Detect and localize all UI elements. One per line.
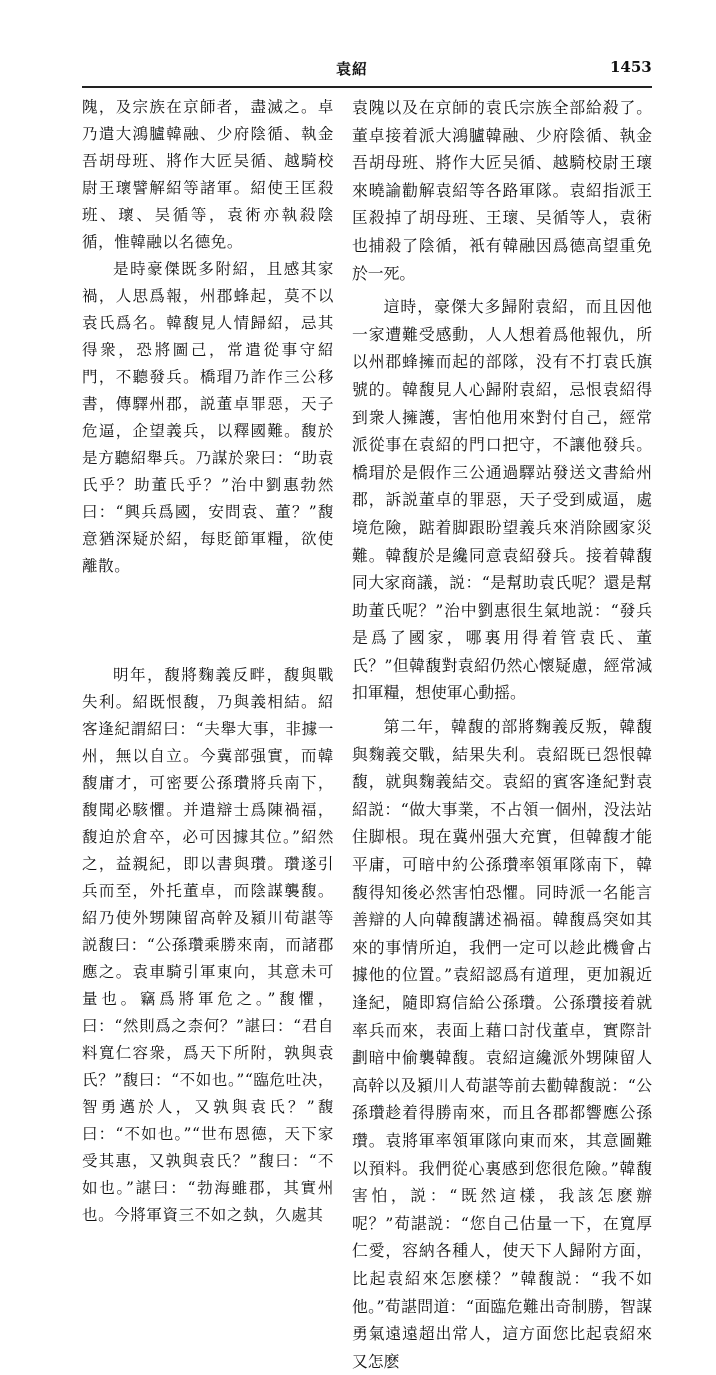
paragraph-gap (82, 580, 334, 662)
translation-paragraph-2: 這時，豪傑大多歸附袁紹，而且因他一家遭難受感動，人人想着爲他報仇，所以州郡蜂擁而起的部隊，没有不打袁氏旗號的。韓馥見人心歸附袁紹，忌恨袁紹得到衆人擁護，害怕他用來對付自己，經常派從事在袁紹的門口把守，不讓他發兵。橋瑁於是假作三公通過驛站發送文書給州郡，訴説董卓的罪惡，天子受到威逼，處境危險，踮着脚跟盼望義兵來消除國家災難。韓馥於是纔同意袁紹發兵。接着韓馥同大家商議，説：“是幫助袁氏呢？還是幫助董氏呢？”治中劉惠很生氣地説：“發兵是爲了國家，哪裏用得着管袁氏、董氏？”但韓馥對袁紹仍然心懷疑慮，經常減扣軍糧，想使軍心動摇。 (352, 297, 652, 703)
translation-column (352, 94, 652, 1375)
classical-paragraph-1: 隗，及宗族在京師者，盡滅之。卓乃遣大鴻臚韓融、少府陰循、執金吾胡母班、將作大匠吴循、越騎校尉王瓌譬解紹等諸軍。紹使王匡殺班、瓌、吴循等，袁術亦執殺陰循，惟韓融以名德免。 (82, 98, 334, 251)
page-number: 1453 (610, 58, 652, 76)
translation-paragraph-1: 袁隗以及在京師的袁氏宗族全部給殺了。董卓接着派大鴻臚韓融、少府陰循、執金吾胡母班、將作大匠吴循、越騎校尉王瓌來曉諭勸解袁紹等各路軍隊。袁紹指派王匡殺掉了胡母班、王瓌、吴循等人，袁術也捕殺了陰循，衹有韓融因爲德高望重免於一死。 (352, 98, 652, 283)
classical-paragraph-2: 是時豪傑既多附紹，且感其家禍，人思爲報，州郡蜂起，莫不以袁氏爲名。韓馥見人情歸紹，忌其得衆，恐將圖己，常遣從事守紹門，不聽發兵。橋瑁乃詐作三公移書，傳驛州郡，説董卓罪惡，天子危逼，企望義兵，以釋國難。馥於是方聽紹舉兵。乃謀於衆曰：“助袁氏乎？助董氏乎？”治中劉惠勃然曰：“興兵爲國，安問袁、董？”馥意猶深疑於紹，每貶節軍糧，欲使離散。 (82, 260, 334, 575)
translation-paragraph-3: 第二年，韓馥的部將麴義反叛，韓馥與麴義交戰，結果失利。袁紹既已怨恨韓馥，就與麴義結交。袁紹的賓客逢紀對袁紹説：“做大事業，不占領一個州，没法站住脚根。現在冀州强大充實，但韓馥才能平庸，可暗中約公孫瓚率領軍隊南下，韓馥得知後必然害怕恐懼。同時派一名能言善辯的人向韓馥講述禍福。韓馥爲突如其來的事情所迫，我們一定可以趁此機會占據他的位置。”袁紹認爲有道理，更加親近逢紀，隨即寫信給公孫瓚。公孫瓚接着就率兵而來，表面上藉口討伐董卓，實際計劃暗中偷襲韓馥。袁紹這纔派外甥陳留人高幹以及潁川人荀諶等前去勸韓馥説：“公孫瓚趁着得勝南來，而且各郡都響應公孫瓚。袁將軍率領軍隊向東而來，其意圖難以預料。我們從心裏感到您很危險。”韓馥害怕，説：“既然這樣，我該怎麽辦呢？”荀諶説：“您自己估量一下，在寬厚仁愛，容納各種人，使天下人歸附方面，比起袁紹來怎麽樣？”韓馥説：“我不如他。”荀諶問道：“面臨危難出奇制勝，智謀勇氣遠遠超出常人，這方面您比起袁紹來又怎麽 (352, 717, 652, 1371)
running-title: 袁紹 (336, 60, 369, 78)
classical-paragraph-3: 明年，馥將麴義反畔，馥與戰失利。紹既恨馥，乃與義相結。紹客逢紀謂紹曰：“夫舉大事，非據一州，無以自立。今冀部强實，而韓馥庸才，可密要公孫瓚將兵南下，馥聞必駭懼。并遣辯士爲陳禍福，馥迫於倉卒，必可因據其位。”紹然之，益親紀，即以書與瓚。瓚遂引兵而至，外托董卓，而陰謀襲馥。紹乃使外甥陳留高幹及潁川荀諶等説馥曰：“公孫瓚乘勝來南，而諸郡應之。袁車騎引軍東向，其意未可量也。竊爲將軍危之。”馥懼，曰：“然則爲之柰何？”諶曰：“君自料寬仁容衆，爲天下所附，孰與袁氏？”馥曰：“不如也。”“臨危吐决，智勇邁於人，又孰與袁氏？”馥曰：“不如也。”“世布恩德，天下家受其惠，又孰與袁氏？”馥曰：“不如也。”諶曰：“勃海雖郡，其實州也。今將軍資三不如之埶，久處其 (82, 666, 334, 1224)
header-rule (82, 86, 652, 88)
classical-text-column (82, 94, 334, 1229)
